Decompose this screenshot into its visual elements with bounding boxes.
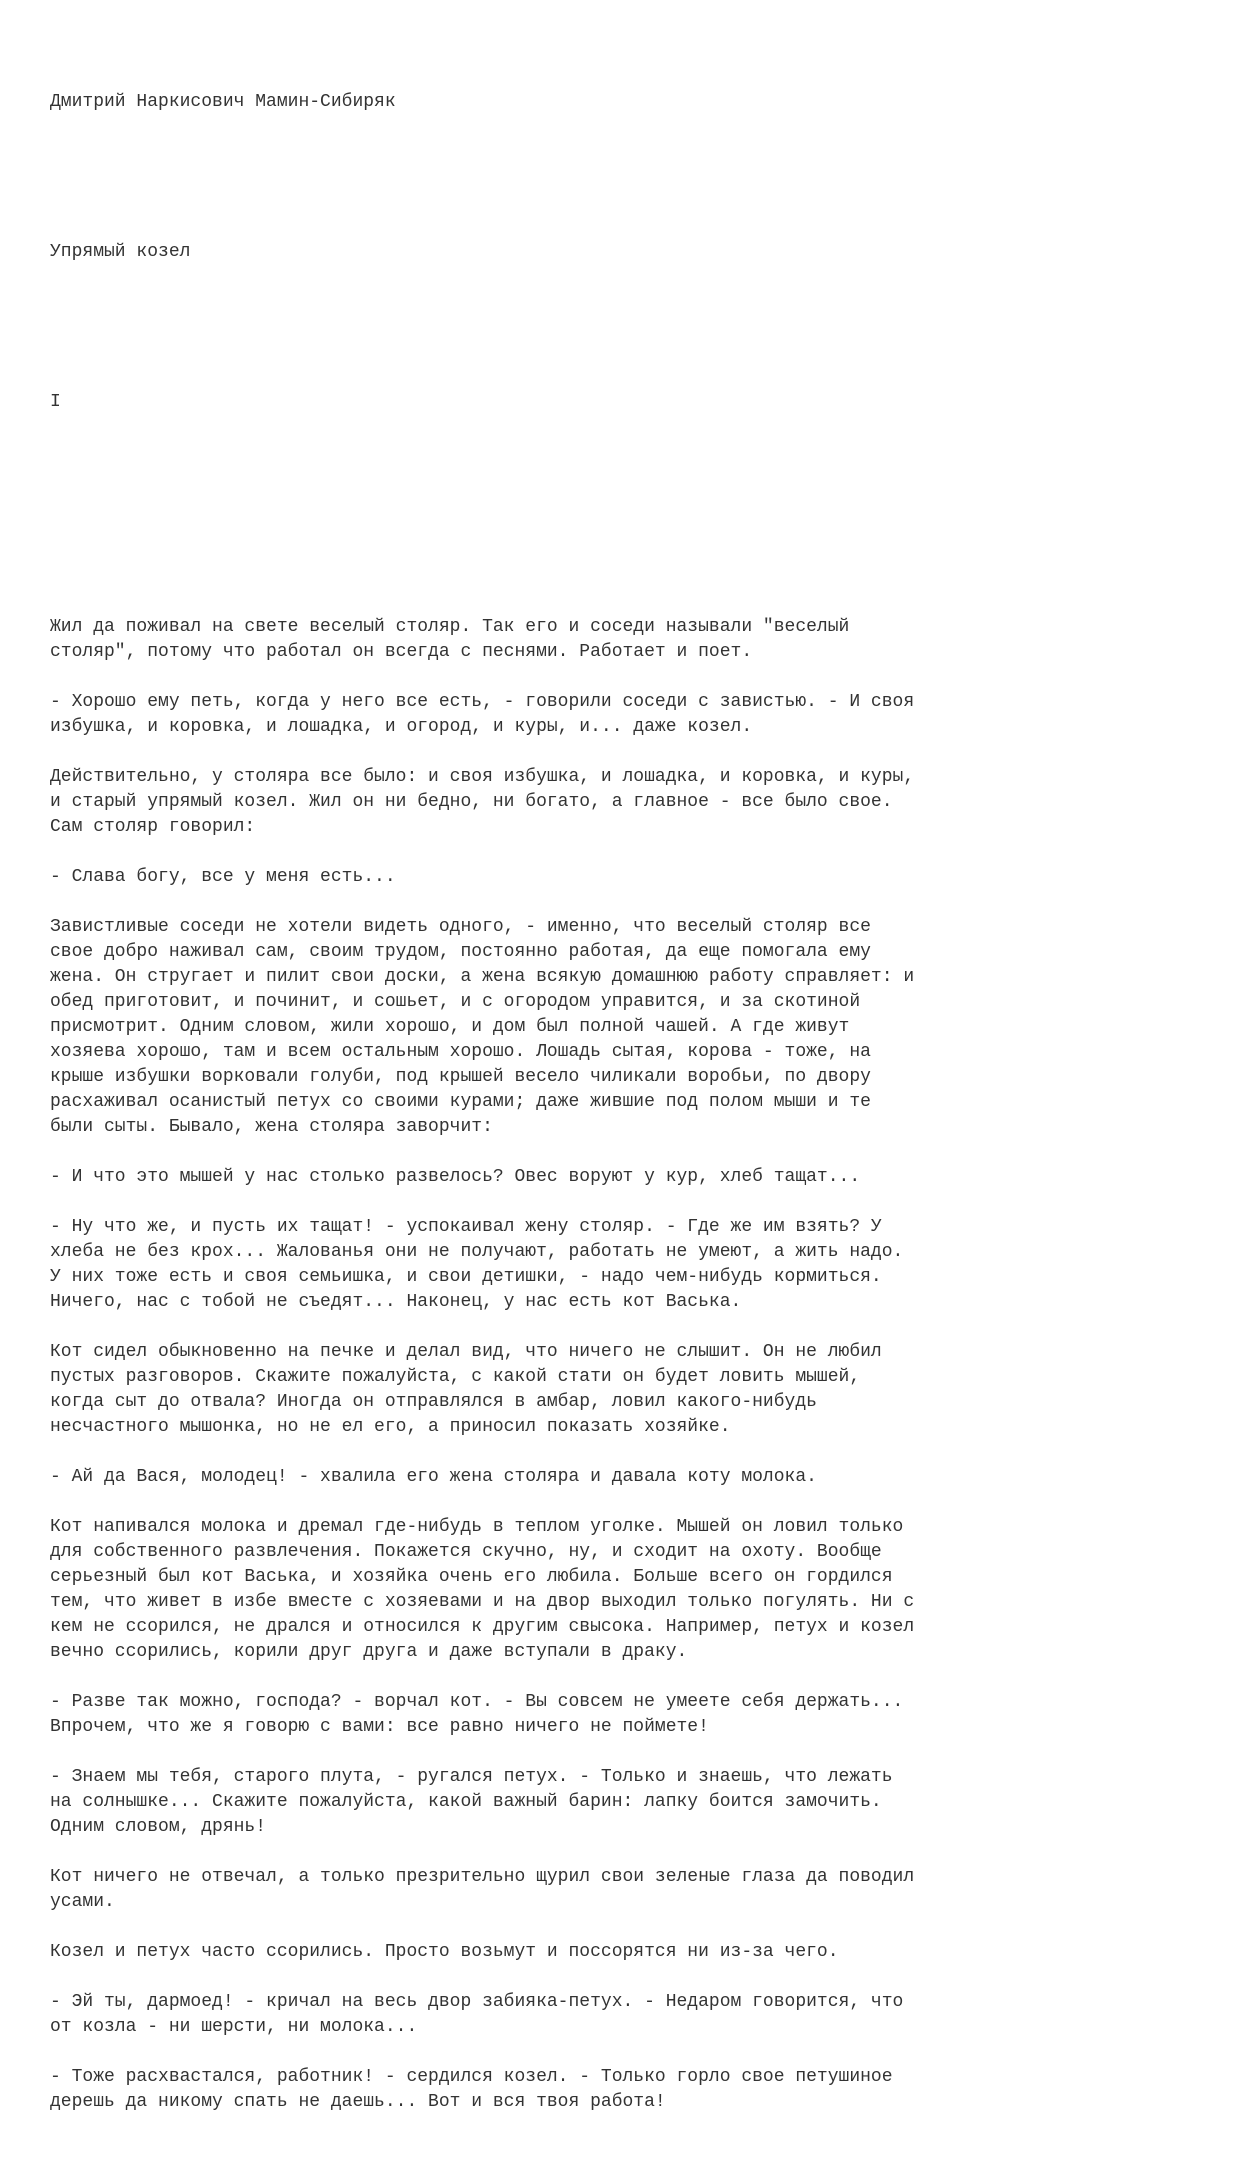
- paragraph: [50, 1940, 1202, 1990]
- text-line: Впрочем, что же я говорю с вами: все равно ничего не поймете!: [50, 1717, 709, 1737]
- text-line: - Слава богу, все у меня есть...: [50, 867, 396, 887]
- paragraph: [50, 1340, 1202, 1465]
- document-title: Упрямый козел: [50, 242, 191, 262]
- spacer: [50, 1440, 1202, 1465]
- paragraph: [50, 615, 1202, 690]
- spacer: [50, 1190, 1202, 1215]
- text-line: жена. Он стругает и пилит свои доски, а жена всякую домашнюю работу справляет: и: [50, 967, 915, 987]
- text-line: Сам столяр говорил:: [50, 817, 256, 837]
- text-line: пустых разговоров. Скажите пожалуйста, с какой стати он будет ловить мышей,: [50, 1367, 861, 1387]
- spacer: [50, 1315, 1202, 1340]
- text-line: избушка, и коровка, и лошадка, и огород, и куры, и... даже козел.: [50, 717, 753, 737]
- text-line: хлеба не без крох... Жалованья они не получают, работать не умеют, а жить надо.: [50, 1242, 904, 1262]
- text-line: несчастного мышонка, но не ел его, а приносил показать хозяйке.: [50, 1417, 731, 1437]
- text-line: - Ай да Вася, молодец! - хвалила его жена столяра и давала коту молока.: [50, 1467, 817, 1487]
- paragraph: [50, 1215, 1202, 1340]
- text-line: У них тоже есть и своя семьишка, и свои детишки, - надо чем-нибудь кормиться.: [50, 1267, 882, 1287]
- spacer: [50, 890, 1202, 915]
- text-line: - Знаем мы тебя, старого плута, - ругался петух. - Только и знаешь, что лежать: [50, 1767, 893, 1787]
- text-line: усами.: [50, 1892, 115, 1912]
- text-line: тем, что живет в избе вместе с хозяевами и на двор выходил только погулять. Ни с: [50, 1592, 915, 1612]
- text-line: - Хорошо ему петь, когда у него все есть, - говорили соседи с завистью. - И своя: [50, 692, 915, 712]
- text-line: хозяева хорошо, там и всем остальным хорошо. Лошадь сытая, корова - тоже, на: [50, 1042, 871, 1062]
- spacer: [50, 2040, 1202, 2065]
- text-line: крыше избушки ворковали голуби, под крышей весело чиликали воробьи, по двору: [50, 1067, 871, 1087]
- spacer: [50, 540, 1202, 565]
- text-line: кем не ссорился, не дрался и относился к другим свысока. Например, петух и козел: [50, 1617, 915, 1637]
- text-line: обед приготовит, и починит, и сошьет, и с огородом управится, и за скотиной: [50, 992, 861, 1012]
- spacer: [50, 1490, 1202, 1515]
- paragraph: [50, 1865, 1202, 1940]
- paragraph: [50, 690, 1202, 765]
- chapter-number: I: [50, 392, 61, 412]
- text-line: на солнышке... Скажите пожалуйста, какой важный барин: лапку боится замочить.: [50, 1792, 882, 1812]
- text-line: - И что это мышей у нас столько развелось? Овес воруют у кур, хлеб тащат...: [50, 1167, 861, 1187]
- text-line: Кот сидел обыкновенно на печке и делал вид, что ничего не слышит. Он не любил: [50, 1342, 882, 1362]
- text-line: дерешь да никому спать не даешь... Вот и вся твоя работа!: [50, 2092, 666, 2112]
- paragraph-list: [50, 615, 1202, 2115]
- author-name: Дмитрий Наркисович Мамин-Сибиряк: [50, 92, 396, 112]
- spacer: [50, 1665, 1202, 1690]
- text-line: Завистливые соседи не хотели видеть одного, - именно, что веселый столяр все: [50, 917, 871, 937]
- text-line: расхаживал осанистый петух со своими курами; даже жившие под полом мыши и те: [50, 1092, 871, 1112]
- text-line: присмотрит. Одним словом, жили хорошо, и дом был полной чашей. А где живут: [50, 1017, 850, 1037]
- spacer: [50, 1740, 1202, 1765]
- text-line: Кот ничего не отвечал, а только презрительно щурил свои зеленые глаза да поводил: [50, 1867, 915, 1887]
- paragraph: [50, 1765, 1202, 1865]
- spacer: [50, 1915, 1202, 1940]
- paragraph: [50, 1165, 1202, 1215]
- text-line: Жил да поживал на свете веселый столяр. Так его и соседи называли "веселый: [50, 617, 850, 637]
- paragraph: [50, 1990, 1202, 2065]
- spacer: [50, 740, 1202, 765]
- spacer: [50, 840, 1202, 865]
- text-line: были сыты. Бывало, жена столяра заворчит:: [50, 1117, 493, 1137]
- text-line: и старый упрямый козел. Жил он ни бедно, ни богато, а главное - все было свое.: [50, 792, 893, 812]
- text-line: столяр", потому что работал он всегда с песнями. Работает и поет.: [50, 642, 753, 662]
- text-line: Одним словом, дрянь!: [50, 1817, 267, 1837]
- text-line: свое добро наживал сам, своим трудом, постоянно работая, да еще помогала ему: [50, 942, 871, 962]
- text-line: вечно ссорились, корили друг друга и даже вступали в драку.: [50, 1642, 688, 1662]
- text-line: Действительно, у столяра все было: и своя избушка, и лошадка, и коровка, и куры,: [50, 767, 915, 787]
- spacer: [50, 665, 1202, 690]
- text-line: - Разве так можно, господа? - ворчал кот. - Вы совсем не умеете себя держать...: [50, 1692, 904, 1712]
- text-line: - Эй ты, дармоед! - кричал на весь двор забияка-петух. - Недаром говорится, что: [50, 1992, 904, 2012]
- spacer: [50, 1840, 1202, 1865]
- text-line: когда сыт до отвала? Иногда он отправлялся в амбар, ловил какого-нибудь: [50, 1392, 817, 1412]
- text-line: от козла - ни шерсти, ни молока...: [50, 2017, 418, 2037]
- paragraph: [50, 1465, 1202, 1515]
- paragraph: [50, 915, 1202, 1165]
- text-line: Козел и петух часто ссорились. Просто возьмут и поссорятся ни из-за чего.: [50, 1942, 839, 1962]
- paragraph: [50, 1515, 1202, 1690]
- spacer: [50, 465, 1202, 490]
- spacer: [50, 1140, 1202, 1165]
- document-text: [50, 40, 1202, 2165]
- spacer: [50, 1965, 1202, 1990]
- text-line: - Тоже расхвастался, работник! - сердился козел. - Только горло свое петушиное: [50, 2067, 893, 2087]
- paragraph: [50, 765, 1202, 865]
- paragraph: [50, 1690, 1202, 1765]
- text-line: - Ну что же, и пусть их тащат! - успокаивал жену столяр. - Где же им взять? У: [50, 1217, 882, 1237]
- spacer: [50, 315, 1202, 340]
- paragraph: [50, 2065, 1202, 2115]
- spacer: [50, 165, 1202, 190]
- text-line: серьезный был кот Васька, и хозяйка очень его любила. Больше всего он гордился: [50, 1567, 893, 1587]
- text-line: для собственного развлечения. Покажется скучно, ну, и сходит на охоту. Вообще: [50, 1542, 882, 1562]
- paragraph: [50, 865, 1202, 915]
- text-line: Ничего, нас с тобой не съедят... Наконец, у нас есть кот Васька.: [50, 1292, 742, 1312]
- text-line: Кот напивался молока и дремал где-нибудь в теплом уголке. Мышей он ловил только: [50, 1517, 904, 1537]
